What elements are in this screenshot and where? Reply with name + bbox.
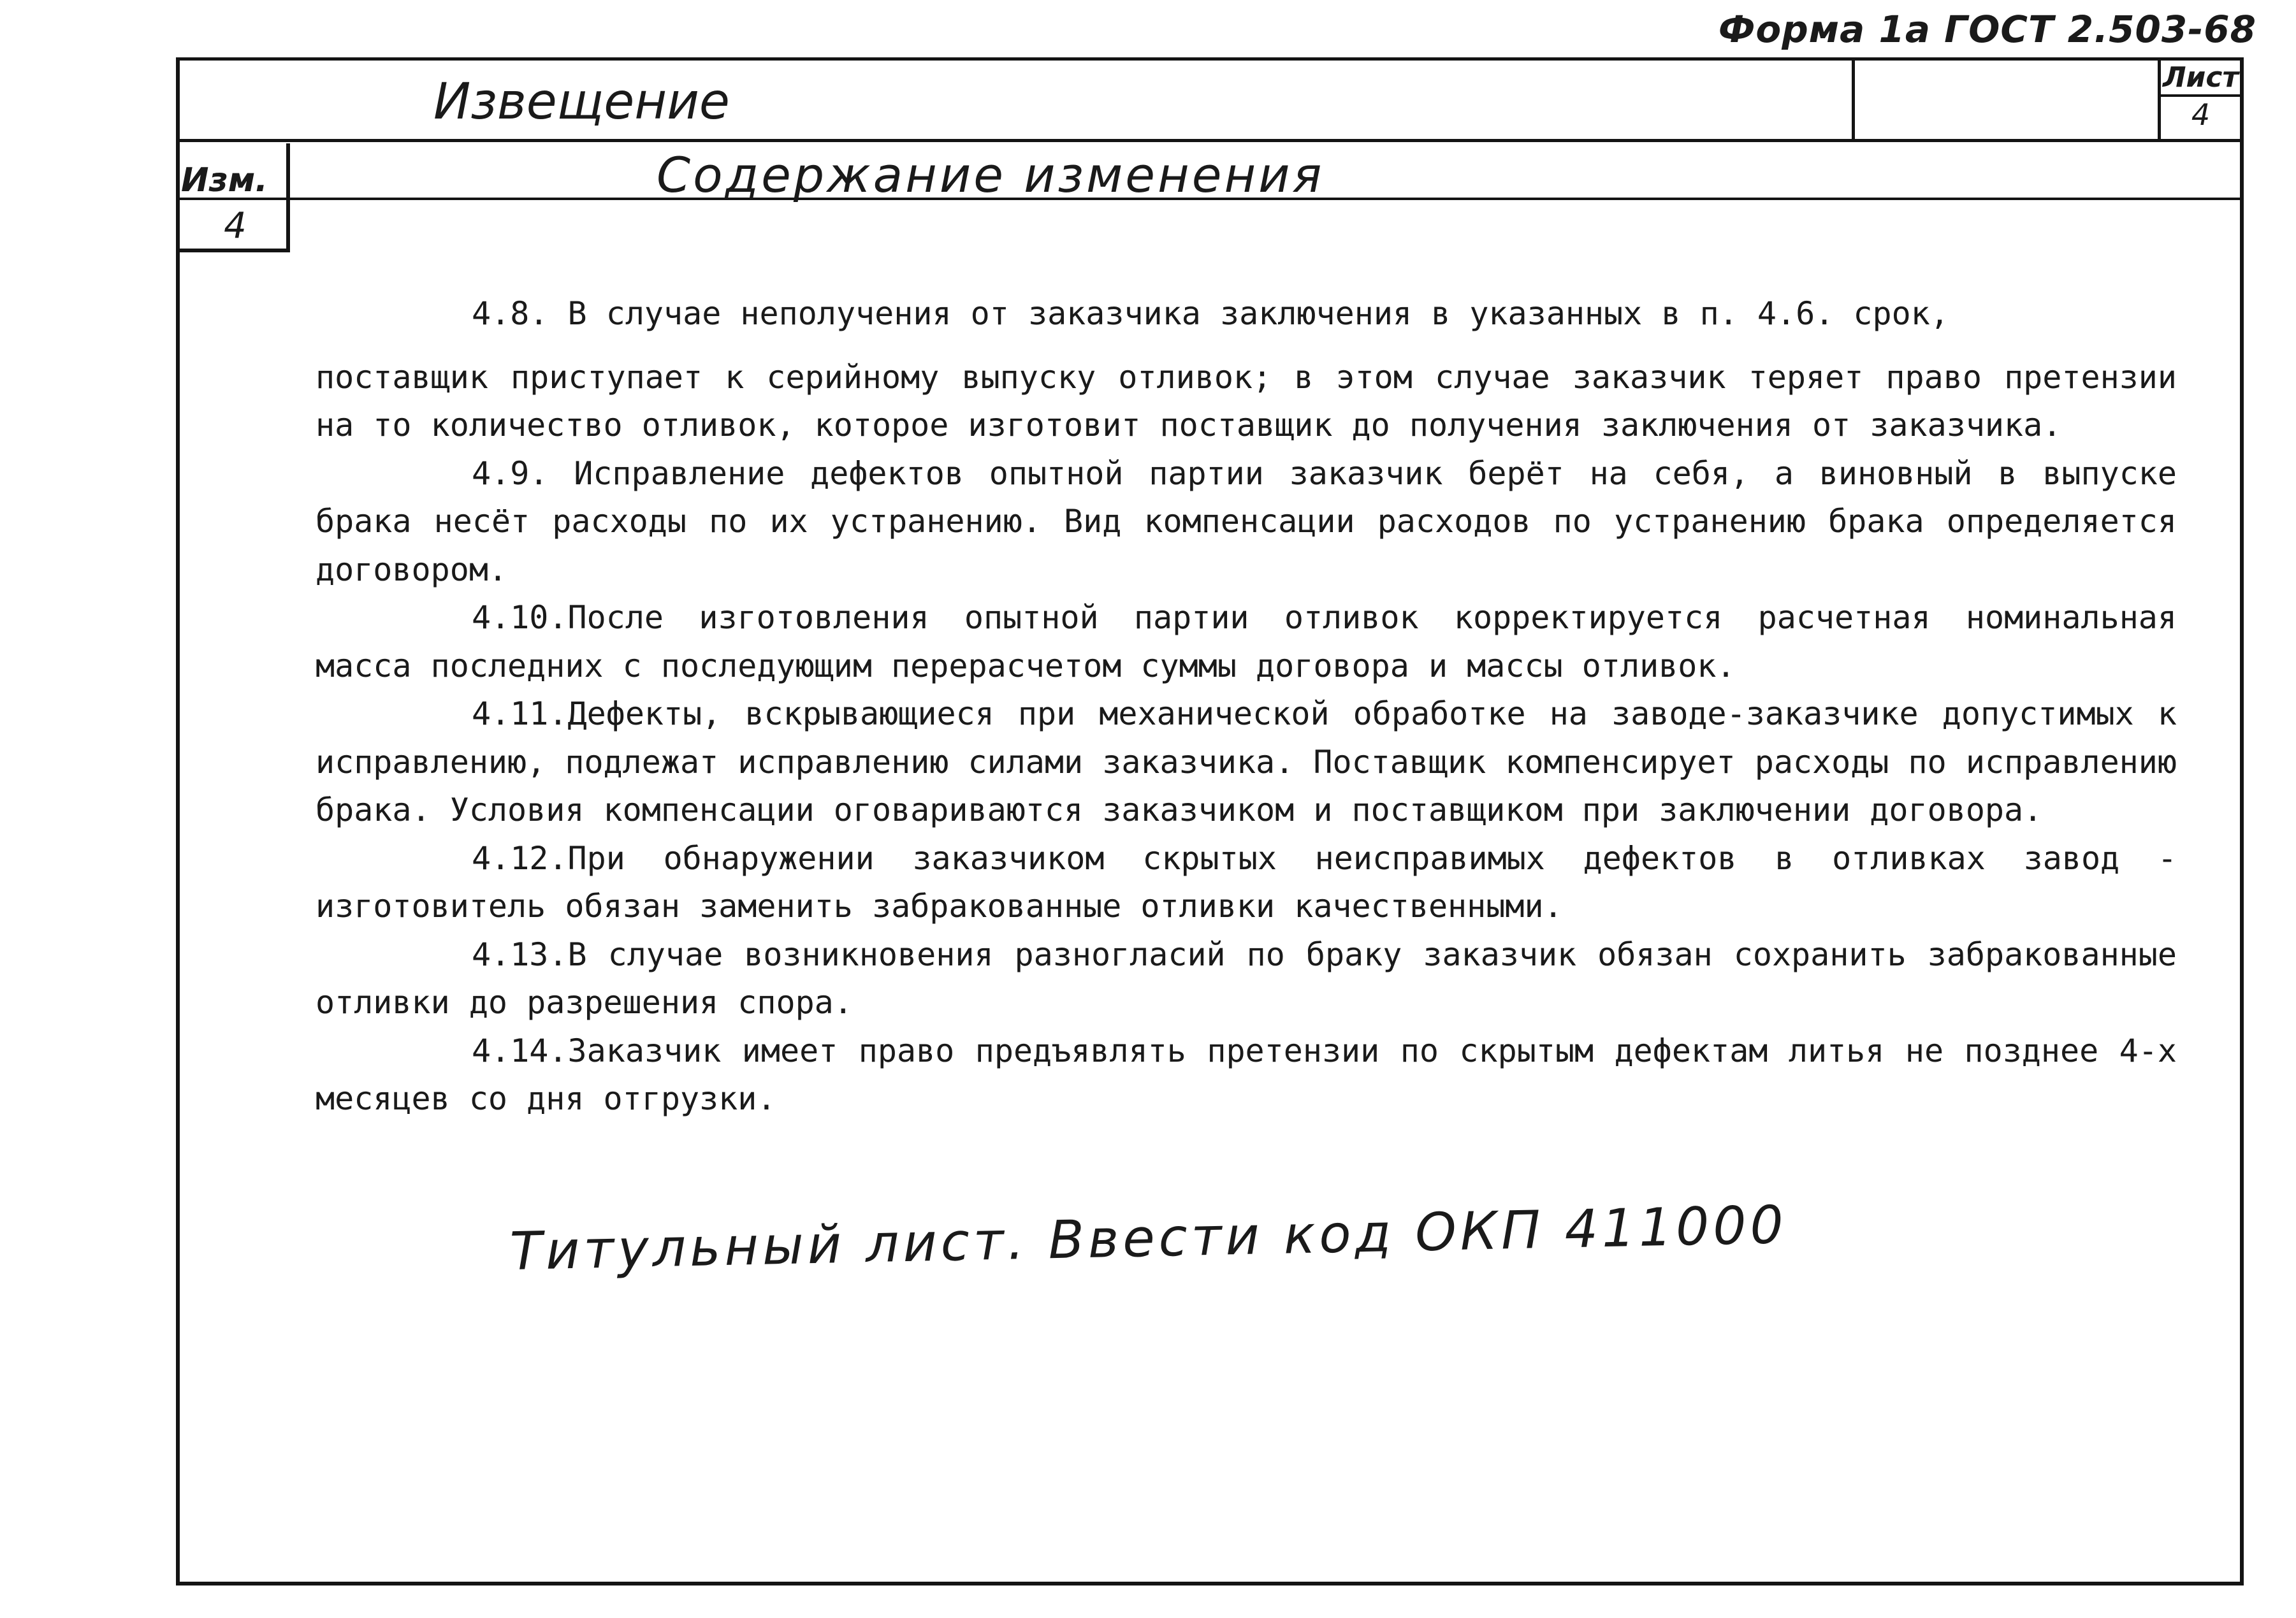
- frame-left-line: [176, 57, 180, 1585]
- sheet-number: 4: [2191, 98, 2211, 132]
- revision-cell-bottom-line: [176, 249, 290, 252]
- handwritten-note: Титульный лист. Ввести код ОКП 411000: [509, 1195, 1788, 1282]
- paragraph-4-12: 4.12.При обнаружении заказчиком скрытых неисправимых дефектов в отливках завод - изготовитель обязан заменить забракованные отливки качественными.: [316, 839, 2177, 925]
- paragraph-4-8: 4.8. В случае неполучения от заказчика заключения в указанных в п. 4.6. срок,: [472, 295, 1949, 332]
- frame-bottom-line: [176, 1582, 2244, 1585]
- notice-cell-divider: [1852, 57, 1855, 140]
- paragraph-4-9: 4.9. Исправление дефектов опытной партии заказчик берёт на себя, а виновный в выпуске брака несёт расходы по их устранению. Вид компенсации расходов по устранению брака определяется договором.: [316, 454, 2177, 588]
- notice-title: Извещение: [433, 73, 730, 131]
- change-content-body: [316, 290, 2177, 1246]
- form-label: Форма 1а ГОСТ 2.503-68: [1718, 8, 2256, 51]
- paragraph-4-8-continued: поставщик приступает к серийному выпуску отливок; в этом случае заказчик теряет право претензии на то количество отливок, которое изготовит поставщик до получения заключения от заказчика.: [316, 358, 2177, 444]
- revision-label: Изм.: [181, 161, 268, 199]
- paragraph-4-14: 4.14.Заказчик имеет право предъявлять претензии по скрытым дефектам литья не позднее 4-х месяцев со дня отгрузки.: [316, 1032, 2177, 1117]
- sheet-label: Лист: [2163, 61, 2239, 94]
- paragraph-4-13: 4.13.В случае возникновения разногласий по браку заказчик обязан сохранить забракованные отливки до разрешения спора.: [316, 935, 2177, 1021]
- revision-number: 4: [224, 205, 247, 247]
- change-content-title: Содержание изменения: [657, 147, 1325, 203]
- paragraph-4-10: 4.10.После изготовления опытной партии отливок корректируется расчетная номинальная масса последних с последующим перерасчетом суммы договора и массы отливок.: [316, 599, 2177, 684]
- paragraph-4-11: 4.11.Дефекты, вскрывающиеся при механической обработке на заводе-заказчике допустимых к исправлению, подлежат исправлению силами заказчика. Поставщик компенсирует расходы по исправлению брака. Условия компенсации оговариваются заказчиком и поставщиком при заключении договора.: [316, 695, 2177, 828]
- frame-right-line: [2240, 57, 2244, 1585]
- header-divider-line: [176, 139, 2244, 142]
